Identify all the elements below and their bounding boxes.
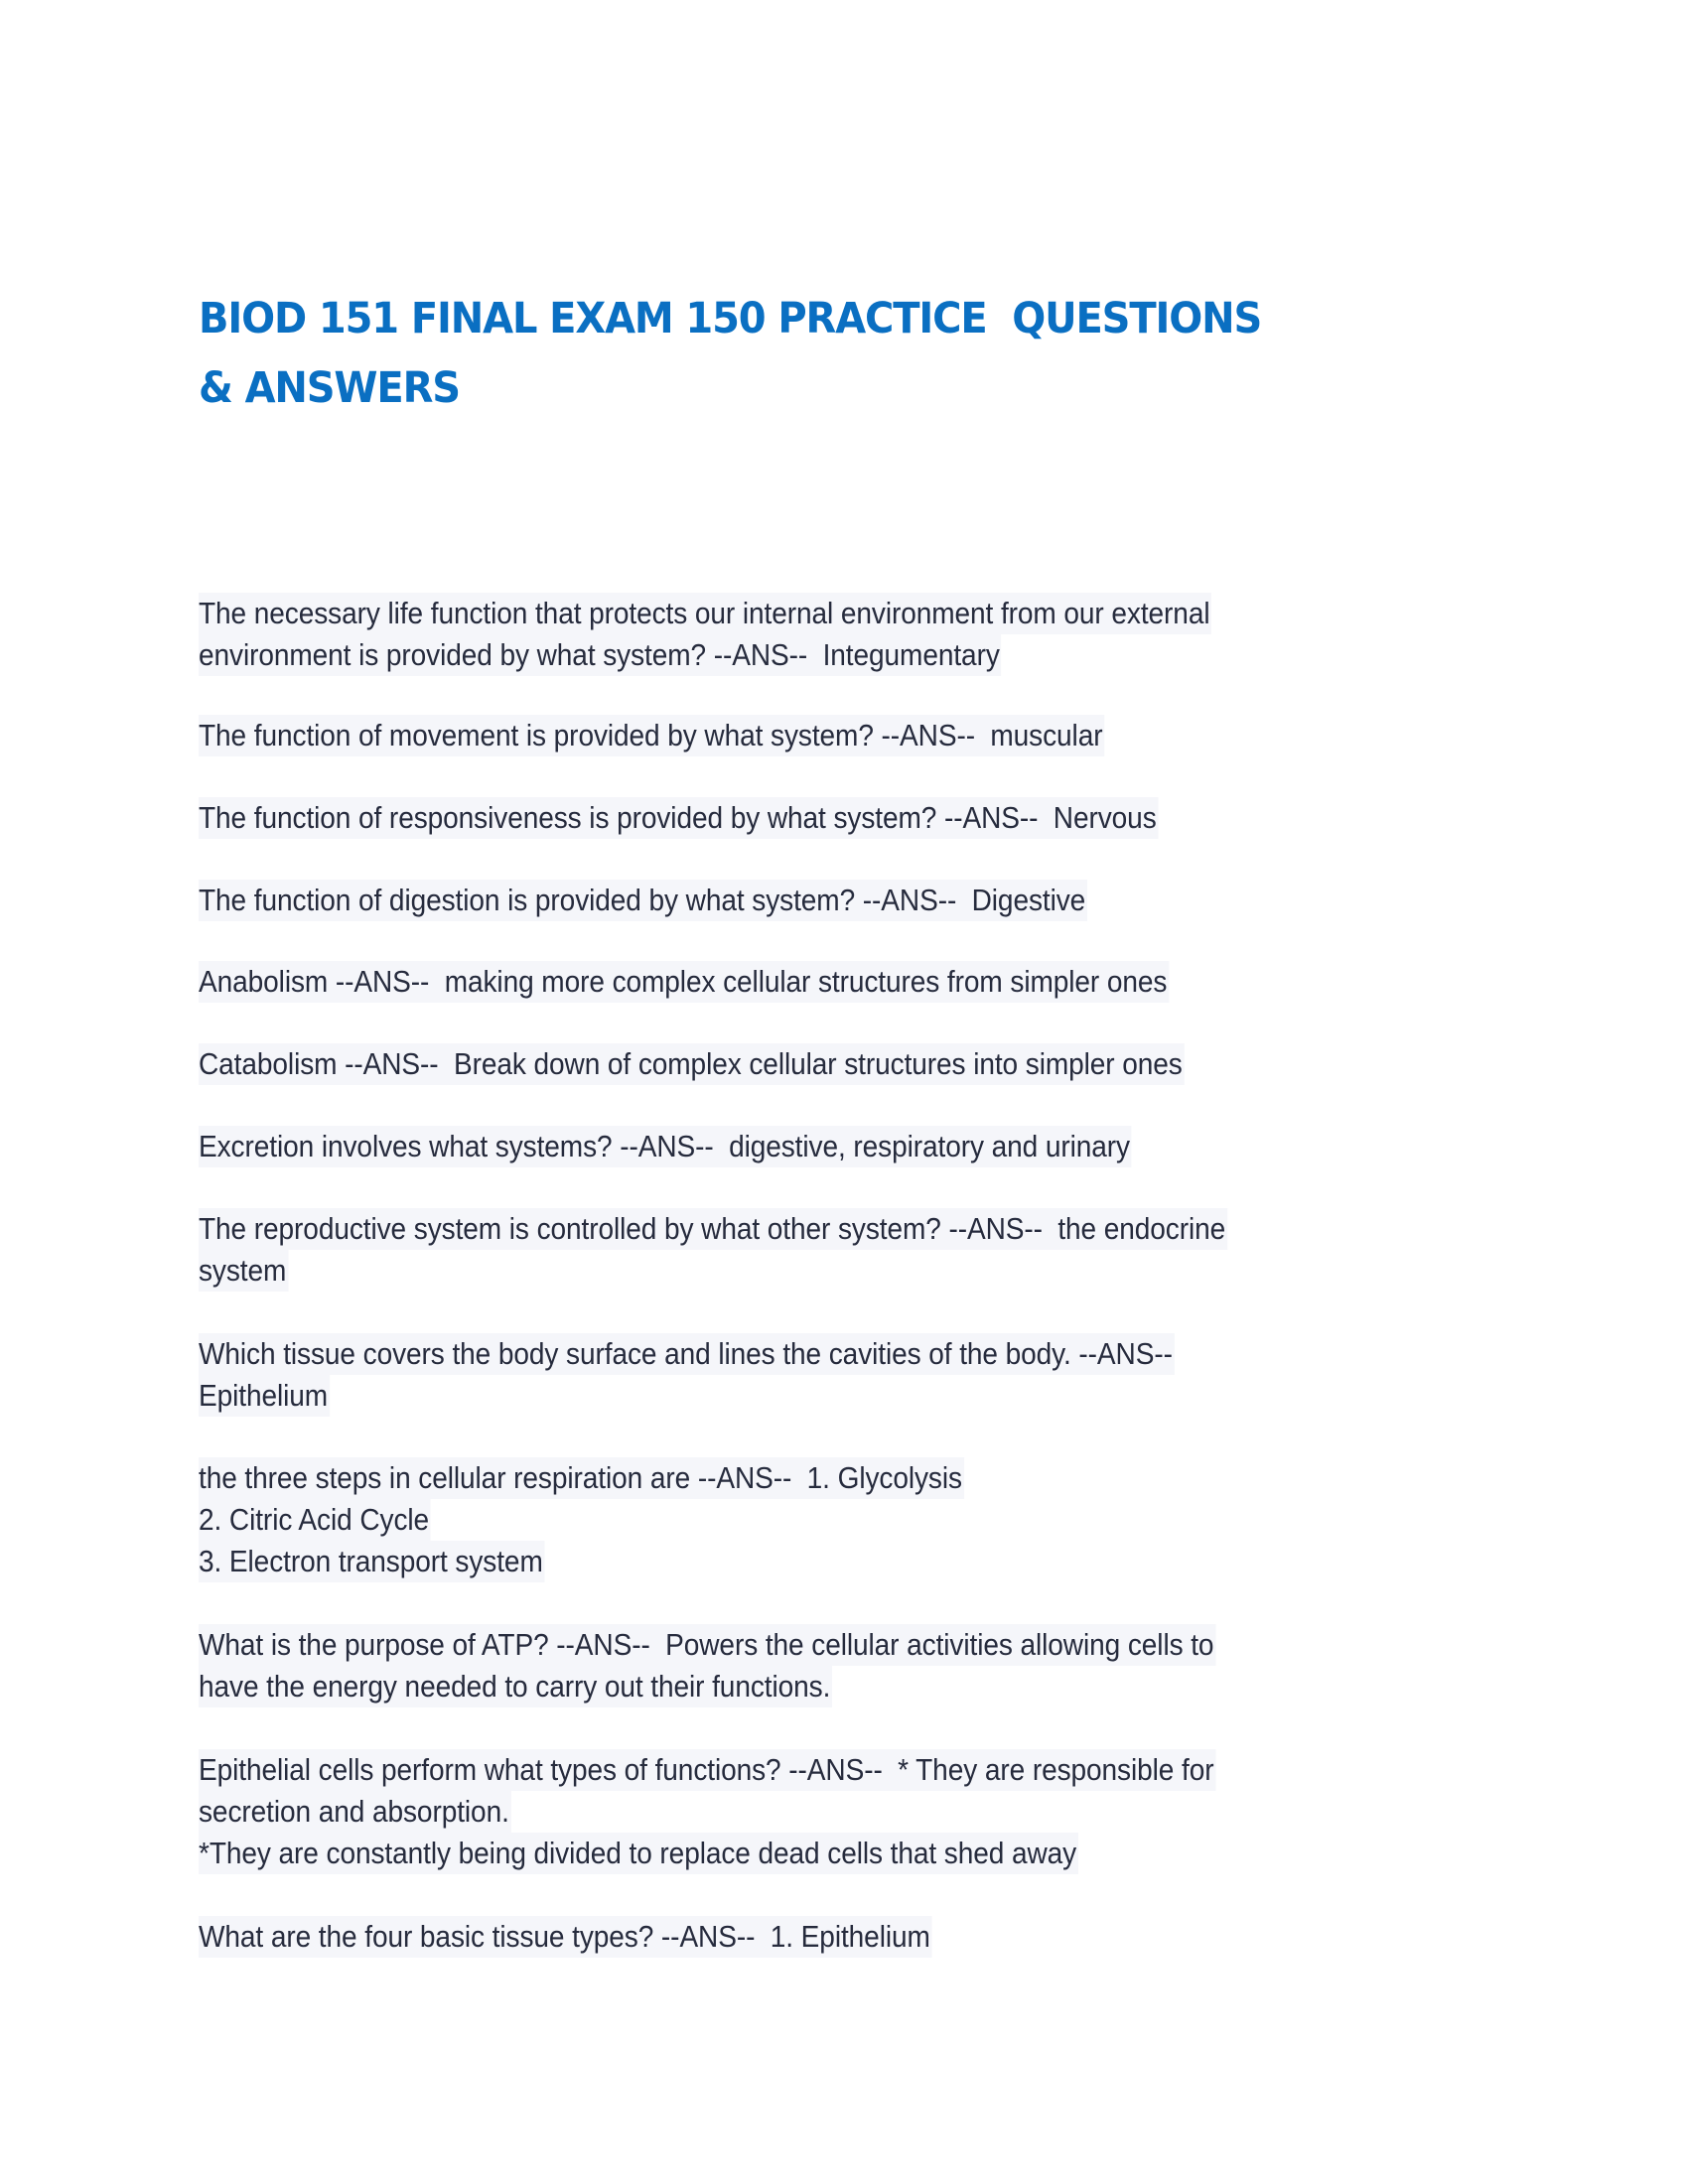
qa-text: Which tissue covers the body surface and lines the cavities of the body. --ANS-- bbox=[199, 1333, 1175, 1375]
qa-text: environment is provided by what system? --ANS-- Integumentary bbox=[199, 634, 1002, 676]
title-line-1: BIOD 151 FINAL EXAM 150 PRACTICE QUESTIONS bbox=[199, 294, 1262, 343]
qa-text: secretion and absorption. bbox=[199, 1791, 511, 1833]
qa-text: The function of digestion is provided by what system? --ANS-- Digestive bbox=[199, 880, 1087, 921]
qa-item-responsiveness bbox=[199, 797, 1489, 839]
page-title bbox=[199, 284, 1399, 423]
qa-text: Epithelial cells perform what types of functions? --ANS-- * They are responsible for bbox=[199, 1749, 1215, 1791]
qa-item-epithelium-tissue bbox=[199, 1333, 1489, 1417]
qa-item-tissue-types bbox=[199, 1916, 1489, 1958]
qa-item-atp bbox=[199, 1624, 1489, 1707]
qa-item-digestion bbox=[199, 880, 1489, 921]
qa-text: The function of responsiveness is provided by what system? --ANS-- Nervous bbox=[199, 797, 1158, 839]
qa-item-cellular-respiration bbox=[199, 1457, 1489, 1582]
qa-text: have the energy needed to carry out their functions. bbox=[199, 1666, 832, 1707]
qa-text: The necessary life function that protects our internal environment from our external bbox=[199, 593, 1211, 634]
qa-item-anabolism bbox=[199, 961, 1489, 1003]
qa-item-excretion bbox=[199, 1126, 1489, 1167]
qa-text: system bbox=[199, 1250, 288, 1292]
qa-item-movement bbox=[199, 715, 1489, 756]
qa-item-integumentary bbox=[199, 593, 1489, 676]
qa-item-epithelial-functions bbox=[199, 1749, 1489, 1874]
qa-text: Epithelium bbox=[199, 1375, 330, 1417]
qa-item-catabolism bbox=[199, 1043, 1489, 1085]
qa-text: Catabolism --ANS-- Break down of complex cellular structures into simpler ones bbox=[199, 1043, 1185, 1085]
qa-text: 2. Citric Acid Cycle bbox=[199, 1499, 431, 1541]
qa-text: What is the purpose of ATP? --ANS-- Powers the cellular activities allowing cells to bbox=[199, 1624, 1215, 1666]
qa-text: 3. Electron transport system bbox=[199, 1541, 545, 1582]
qa-text: What are the four basic tissue types? --ANS-- 1. Epithelium bbox=[199, 1916, 932, 1958]
qa-text: The reproductive system is controlled by what other system? --ANS-- the endocrine bbox=[199, 1208, 1227, 1250]
title-line-2: & ANSWERS bbox=[199, 363, 461, 413]
qa-text: The function of movement is provided by what system? --ANS-- muscular bbox=[199, 715, 1104, 756]
qa-text: Anabolism --ANS-- making more complex cellular structures from simpler ones bbox=[199, 961, 1169, 1003]
qa-text: *They are constantly being divided to replace dead cells that shed away bbox=[199, 1833, 1078, 1874]
qa-item-reproductive bbox=[199, 1208, 1489, 1292]
qa-text: the three steps in cellular respiration are --ANS-- 1. Glycolysis bbox=[199, 1457, 964, 1499]
qa-text: Excretion involves what systems? --ANS-- digestive, respiratory and urinary bbox=[199, 1126, 1132, 1167]
